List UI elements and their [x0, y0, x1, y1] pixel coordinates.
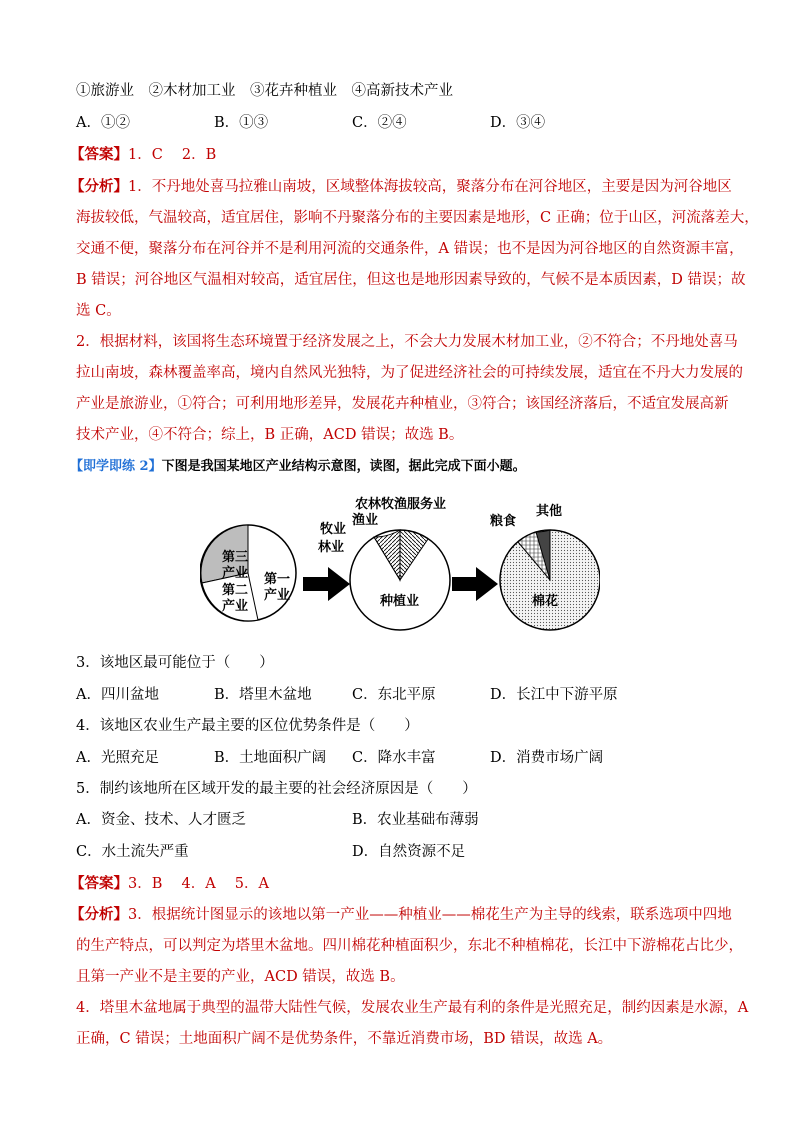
- analysis-345-line-3: 且第一产业不是主要的产业，ACD 错误，故选 B。: [76, 969, 405, 985]
- pie1-primary-label-2: 产业: [264, 588, 291, 603]
- analysis-tag-2: 【分析】: [70, 906, 128, 923]
- practice-tag: 【即学即练 2】: [70, 459, 162, 474]
- answer-tag: 【答案】: [70, 146, 128, 163]
- q3-choice-b: B．塔里木盆地: [214, 687, 312, 703]
- pie-3: [500, 530, 600, 630]
- pie2-fishery-label: 渔业: [352, 513, 379, 528]
- q5-choice-a: A．资金、技术、人才匮乏: [76, 812, 246, 828]
- analysis-12-line-1: [70, 177, 732, 197]
- q5-choice-c: C．水土流失严重: [76, 844, 189, 860]
- answer-12: [70, 145, 216, 165]
- pie3-grain-label: 粮食: [490, 514, 517, 529]
- analysis-12-line-9: 技术产业，④不符合；综上，B 正确，ACD 错误；故选 B。: [76, 427, 464, 443]
- analysis-12-line-3: 交通不便，聚落分布在河谷并不是利用河流的交通条件，A 错误；也不是因为河谷地区的自然资源丰富，: [76, 241, 744, 257]
- analysis-345-line-5: 正确，C 错误；土地面积广阔不是优势条件，不靠近消费市场，BD 错误，故选 A。: [76, 1031, 613, 1047]
- arrow-1: [303, 567, 350, 601]
- answer-text-2: 3．B 4．A 5．A: [128, 876, 269, 892]
- analysis-text: 1．不丹地处喜马拉雅山南坡，区域整体海拔较高，聚落分布在河谷地区，主要是因为河谷地区: [128, 179, 732, 195]
- arrow-2: [452, 567, 498, 601]
- q4-choice-c: C．降水丰富: [352, 750, 436, 766]
- pie1-primary-label: 第一: [264, 572, 291, 587]
- pie2-service-label: 农林牧渔服务业: [355, 497, 447, 512]
- analysis-345-line-2: 的生产特点，可以判定为塔里木盆地。四川棉花种植面积少，东北不种植棉花，长江中下游棉花占比少，: [76, 938, 743, 954]
- q4-choice-b: B．土地面积广阔: [214, 750, 327, 766]
- analysis-345-line-4: 4．塔里木盆地属于典型的温带大陆性气候，发展农业生产最有利的条件是光照充足，制约因素是水源，A: [76, 1000, 749, 1016]
- q1-choice-c: C．②④: [352, 115, 407, 131]
- answer-345: [70, 874, 269, 894]
- diagram-svg: [200, 495, 600, 640]
- q3-choice-c: C．东北平原: [352, 687, 436, 703]
- pie2-forestry-label: 林业: [318, 540, 345, 555]
- q3-choice-a: A．四川盆地: [76, 687, 159, 703]
- q1-choice-b: B．①③: [214, 115, 269, 131]
- q3-choice-d: D．长江中下游平原: [490, 687, 618, 703]
- answer-tag-2: 【答案】: [70, 875, 128, 892]
- analysis-text-2: 3．根据统计图显示的该地以第一产业——种植业——棉花生产为主导的线索，联系选项中四地: [128, 907, 732, 923]
- pie1-tertiary-label-2: 产业: [222, 566, 249, 581]
- pie1-secondary-label-2: 产业: [222, 599, 249, 614]
- analysis-345-line-1: [70, 905, 732, 925]
- analysis-12-line-8: 产业是旅游业，①符合；可利用地形差异，发展花卉种植业，③符合；该国经济落后，不适宜发展高新: [76, 396, 729, 412]
- analysis-12-line-7: 拉山南坡，森林覆盖率高，境内自然风光独特，为了促进经济社会的可持续发展，适宜在不丹大力发展的: [76, 365, 743, 381]
- pie2-animal-label: 牧业: [320, 522, 347, 537]
- analysis-12-line-2: 海拔较低，气温较高，适宜居住，影响不丹聚落分布的主要因素是地形，C 正确；位于山区，河流落差大，: [76, 210, 759, 226]
- q1-options-line: ①旅游业 ②木材加工业 ③花卉种植业 ④高新技术产业: [76, 83, 453, 99]
- q3-stem: 3．该地区最可能位于（ ）: [76, 655, 274, 671]
- answer-text: 1．C 2．B: [128, 147, 217, 163]
- analysis-12-line-4: B 错误；河谷地区气温相对较高，适宜居住，但这也是地形因素导致的，气候不是本质因素，D 错误；故: [76, 272, 746, 288]
- pie1-secondary-label: 第二: [222, 583, 249, 598]
- q1-choice-a: A．①②: [76, 115, 130, 131]
- analysis-12-line-5: 选 C。: [76, 303, 121, 319]
- pie1-tertiary-label: 第三: [222, 550, 249, 565]
- pie3-cotton-label: 棉花: [532, 594, 559, 609]
- q5-choice-b: B．农业基础布薄弱: [352, 812, 479, 828]
- practice-text: 下图是我国某地区产业结构示意图，读图，据此完成下面小题。: [161, 459, 526, 474]
- analysis-12-line-6: 2．根据材料，该国将生态环境置于经济发展之上，不会大力发展木材加工业，②不符合；不丹地处喜马: [76, 334, 738, 350]
- practice-heading: [70, 457, 526, 477]
- q1-choice-d: D．③④: [490, 115, 546, 131]
- analysis-tag: 【分析】: [70, 178, 128, 195]
- pie-2: [350, 530, 450, 630]
- q5-stem: 5．制约该地所在区域开发的最主要的社会经济原因是（ ）: [76, 781, 477, 797]
- q5-choice-d: D．自然资源不足: [352, 844, 466, 860]
- q4-stem: 4．该地区农业生产最主要的区位优势条件是（ ）: [76, 718, 419, 734]
- q4-choice-a: A．光照充足: [76, 750, 159, 766]
- q4-choice-d: D．消费市场广阔: [490, 750, 604, 766]
- industry-structure-diagram: [200, 495, 600, 640]
- pie3-other-label: 其他: [536, 504, 563, 519]
- pie2-planting-label: 种植业: [380, 594, 420, 609]
